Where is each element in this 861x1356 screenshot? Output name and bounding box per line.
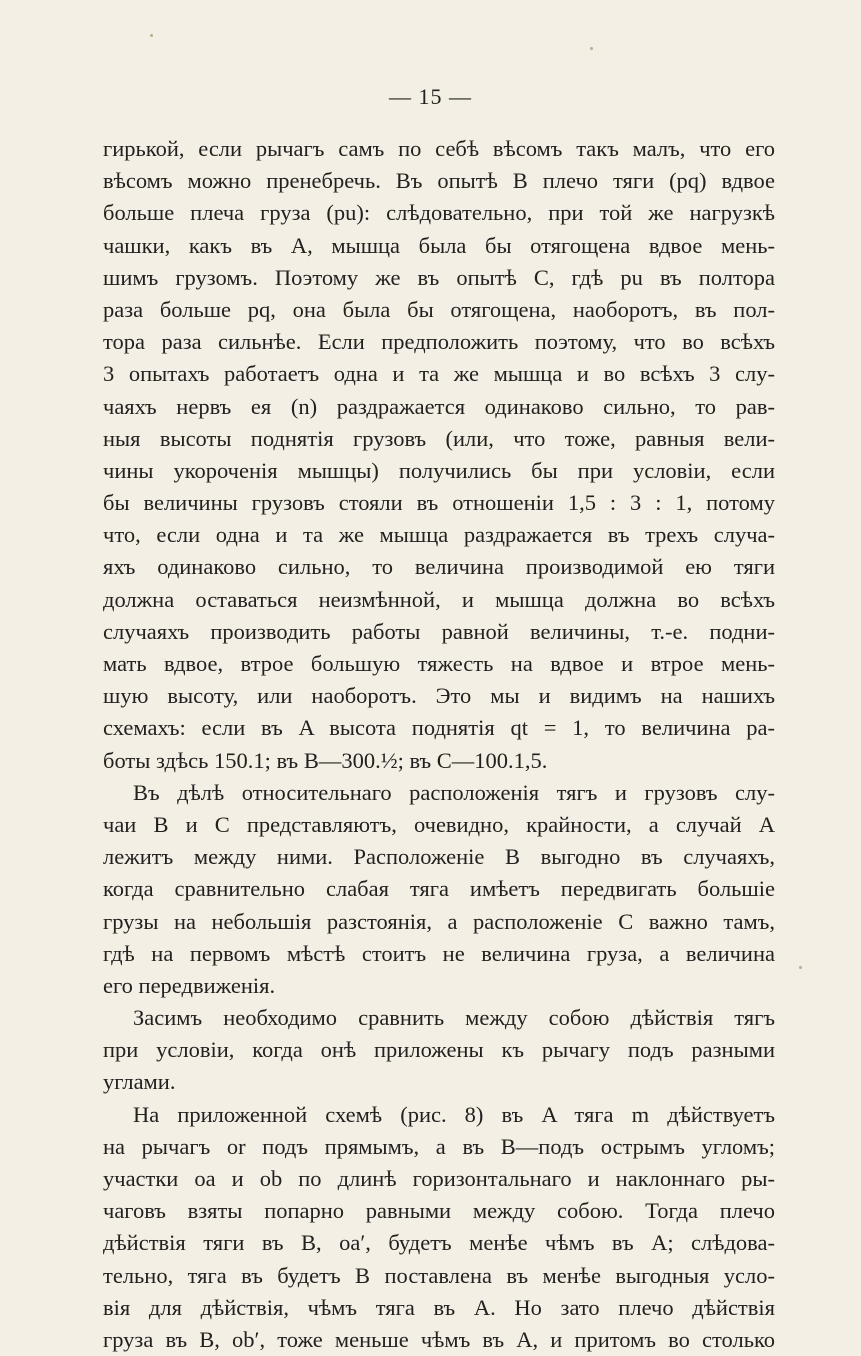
text-line: чаяхъ нервъ ея (n) раздражается одинаково сильно, то рав- (103, 393, 775, 419)
text-line: яхъ одинаково сильно, то величина производимой ею тяги (103, 554, 775, 580)
text-line: на рычагъ or подъ прямымъ, а въ B—подъ острымъ угломъ; (103, 1133, 775, 1159)
body-text (103, 133, 775, 1356)
text-line: случаяхъ производить работы равной величины, т.-е. подни- (103, 618, 775, 644)
text-line: участки oa и ob по длинѣ горизонтальнаго и наклоннаго ры- (103, 1166, 775, 1191)
text-line: тельно, тяга въ будетъ B поставлена въ менѣе выгодныя усло- (103, 1262, 775, 1288)
text-line: дѣйствія тяги въ B, oa′, будетъ менѣе чѣмъ въ A; слѣдова- (103, 1230, 775, 1256)
text-line: вія для дѣйствія, чѣмъ тяга въ A. Но зато плечо дѣйствія (103, 1294, 775, 1320)
text-line: бы величины грузовъ стояли въ отношеніи 1,5 : 3 : 1, потому (103, 490, 775, 516)
text-line: груза въ B, ob′, тоже меньше чѣмъ въ A, и притомъ во столько (103, 1326, 775, 1352)
text-line: когда сравнительно слабая тяга имѣетъ передвигать большіе (103, 876, 775, 902)
text-line: шимъ грузомъ. Поэтому же въ опытѣ C, гдѣ pu въ полтора (103, 264, 775, 290)
text-line: мать вдвое, втрое большую тяжесть на вдвое и втрое мень- (103, 651, 775, 676)
text-line: шую высоту, или наоборотъ. Это мы и видимъ на нашихъ (103, 683, 775, 709)
text-line: вѣсомъ можно пренебречь. Въ опытѣ B плечо тяги (pq) вдвое (103, 168, 775, 194)
text-line: схемахъ: если въ A высота поднятія qt = 1, то величина ра- (103, 715, 775, 741)
text-line: при условіи, когда онѣ приложены къ рычагу подъ разными (103, 1037, 775, 1063)
text-line: чаи B и C представляютъ, очевидно, крайности, а случай A (103, 811, 775, 837)
text-line: гдѣ на первомъ мѣстѣ стоитъ не величина груза, а величина (103, 940, 775, 966)
text-line: чашки, какъ въ A, мышца была бы отягощена вдвое мень- (103, 232, 775, 258)
text-line: ныя высоты поднятія грузовъ (или, что тоже, равныя вели- (103, 425, 775, 451)
text-line: грузы на небольшія разстоянія, а расположеніе C важно тамъ, (103, 908, 775, 934)
text-line: углами. (103, 1069, 176, 1095)
paper-speck (590, 47, 593, 50)
text-line: его передвиженія. (103, 972, 276, 998)
text-line: должна оставаться неизмѣнной, и мышца должна во всѣхъ (103, 586, 775, 612)
text-line: боты здѣсь 150.1; въ B—300.½; въ C—100.1,5. (103, 747, 548, 773)
text-line: чаговъ взяты попарно равными между собою. Тогда плечо (103, 1198, 775, 1224)
text-line: чины укороченія мышцы) получились бы при условіи, если (103, 457, 775, 483)
text-line: больше плеча груза (pu): слѣдовательно, при той же нагрузкѣ (103, 200, 775, 226)
text-line: Засимъ необходимо сравнить между собою дѣйствія тягъ (133, 1005, 775, 1031)
text-line: лежитъ между ними. Расположеніе B выгодно въ случаяхъ, (103, 844, 775, 870)
text-line: тора раза сильнѣе. Если предположить поэтому, что во всѣхъ (103, 329, 775, 355)
text-line: гирькой, если рычагъ самъ по себѣ вѣсомъ такъ малъ, что его (103, 136, 775, 161)
page-number: — 15 — (389, 84, 472, 109)
text-line: Въ дѣлѣ относительнаго расположенія тягъ и грузовъ слу- (133, 779, 775, 805)
paper-speck (799, 966, 802, 969)
text-line: 3 опытахъ работаетъ одна и та же мышца и во всѣхъ 3 слу- (103, 361, 775, 387)
text-line: что, если одна и та же мышца раздражается въ трехъ случа- (103, 522, 775, 548)
text-line: раза больше pq, она была бы отягощена, наоборотъ, въ пол- (103, 296, 775, 322)
paper-speck (150, 34, 153, 37)
text-line: На приложенной схемѣ (рис. 8) въ A тяга m дѣйствуетъ (133, 1101, 775, 1127)
